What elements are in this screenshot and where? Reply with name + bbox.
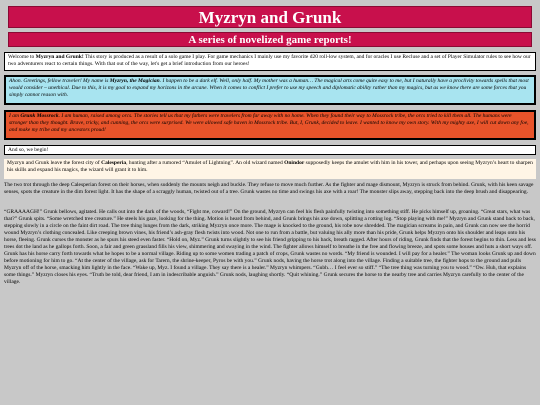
intro-box	[4, 52, 536, 71]
ahon-name: Myzryn, the Magician	[109, 78, 160, 84]
ahon-text-a: Ahon. Greetings, fellow traveler! My name is	[9, 78, 110, 84]
intro-prefix: Welcome to	[8, 54, 36, 60]
grunk-text-b: . I am human, raised among orcs. The stories tell us that my fathers were travelers from far away with no home. When they found their way to Mossrock tribe, the orcs tried to kill them all. The humans were stronger than they thought. Brave, tricky, and cunning, the orcs were surprised. We were allowed safe haven in Mossrock tribe. But, I, Grunk, decided to leave. I wanted to know my own story. With my mighty axe, I will cut down any foe, and make my tribe and my ancestors proud!	[9, 113, 529, 133]
page-title: Myzryn and Grunk	[8, 6, 532, 28]
ahon-text-b: . I happen to be a dark elf. Well, only half. My mother was a human… The magical arts come quite easy to me, but I naturally have a proclivity towards spells that most would consider – unethical. Due to this, it is my goal to expand my horizons in the arcane. When it comes to conflict I prefer to use my speech and diplomatic ability rather than my magics, but as we know there are some forces that you simply cannot reason with.	[9, 78, 529, 98]
story-intro-box	[4, 159, 536, 179]
wizard-name: Onindor	[284, 160, 305, 166]
story-intro-text-a: Myzryn and Grunk leave the forest city of	[7, 160, 102, 166]
grunk-intro-box	[4, 110, 536, 140]
story-intro-text-c: supposedly keeps the amulet with him in his tower, and perhaps upon seeing Myzryn’s heart to sharpen his skills and expand his magics, the wizard will grant it to him.	[7, 160, 533, 173]
begin-text: And so, we begin!	[8, 147, 49, 153]
intro-name: Myzryn and Grunk!	[35, 54, 84, 60]
story-intro-text-b: , hunting after a rumored “Amulet of Lightning”. An old wizard named	[126, 160, 285, 166]
begin-box	[4, 145, 536, 155]
city-name: Calesperia	[101, 160, 127, 166]
story-paragraph-2: “GRAAAAGH!” Grunk bellows, agitated. He calls out into the dark of the woods, “Fight me, coward!” On the ground, Myzryn can feel his flesh painfully twisting into something stiff. He picks himself up, groaning. “Great stars, what was that?” Grunk spits. “Some wretched tree creature.” He steels his gaze, looking for the thing. Motion is heard from behind, and Grunk brings his axe down, splitting a rotting log. “Stop playing with me!” Myzryn and Grunk stand back to back, stepping slowly in a circle on the faint dirt road. The tree thing lunges from the dark, striking Myzryn once more. The mage is knocked to the ground, his robe now shredded. The magician screams in pain, and Grunk can now see the horrid wound Myzryn’s clothing concealed. Like creeping brown vines, his friend’s ash-gray flesh twists into wood. Not one to run from a battle, but valuing his ally more than his pride, Grunk helps Myzryn onto his shoulder and leaps onto his horse, fleeing. Grunk curses the monster as he spurs his steed even faster. “Hold on, Myz.” Grunk turns slightly to see his friend gripping to his back, breath ragged. After hours of riding, Grunk finds that the forest begins to thin. Less and less trees dot the land as he gallops forth. Soon, a fair and green grassland fills his view, shimmering and swaying in the wind. The fighter allows himself to breathe in the free and flowing breeze, and spots some houses and huts a short ways off. Grunk has his horse carry forth towards what he hopes to be a normal village. Riding up to some women trading a patch of crops, Grunk wastes no words. “My friend is wounded. I will pay for a healer.” The woman looks Grunk up and down before motioning for him to go. “At the center of the village, ask for Tarern, the shrine-keeper, Pyros be with you.” Grunk nods, having the horse trot along into the village. Finding a suitable tree, the fighter hops to the ground and pulls Myzryn off of the horse, smacking him lightly in the face. “Wake up, Myz. I found a village. They say there is a healer.” Myzryn whimpers. “Gubh… I feel ever so stiff.” “The tree thing was turning you to wood.” “Ow. Huh, that explains some things.” Myzryn closes his eyes. “Truth be told, dear friend, I am in indescribable anguish.” Grunk nods, laughing shortly. “Quit whining.” Grunk secures the horse to the nearby tree and carries Myzryn carefully to the center of the village.	[4, 209, 536, 285]
story-paragraph-1: The two trot through the deep Calesperian forest on their horses, when suddenly the mounts neigh and buckle. They refuse to move much further. As the fighter and mage dismount, Myzryn is struck from behind. Grunk, with his keen savage senses, spots the creature in the dim forest light. It has the shape of a scraggly human, twisted out of a tree. Grunk wastes no time and swings his axe with a roar! The monster slips away, stepping back into the deep brush and disappearing.	[4, 182, 534, 195]
intro-text: This story is produced as a result of a solo game I play. For game mechanics I mainly use my favorite d20 roll-low system, and for oracles I use Recluse and a set of Player Simulator rules to see how our two adventurers react to certain things. With that out of the way, let's get a brief introduction from our heroes!	[8, 54, 531, 67]
grunk-name: Grunk Mossrock	[20, 113, 59, 119]
page-subtitle: A series of novelized game reports!	[8, 32, 532, 47]
grunk-text-a: I am	[9, 113, 21, 119]
myzryn-intro-box	[4, 75, 536, 105]
